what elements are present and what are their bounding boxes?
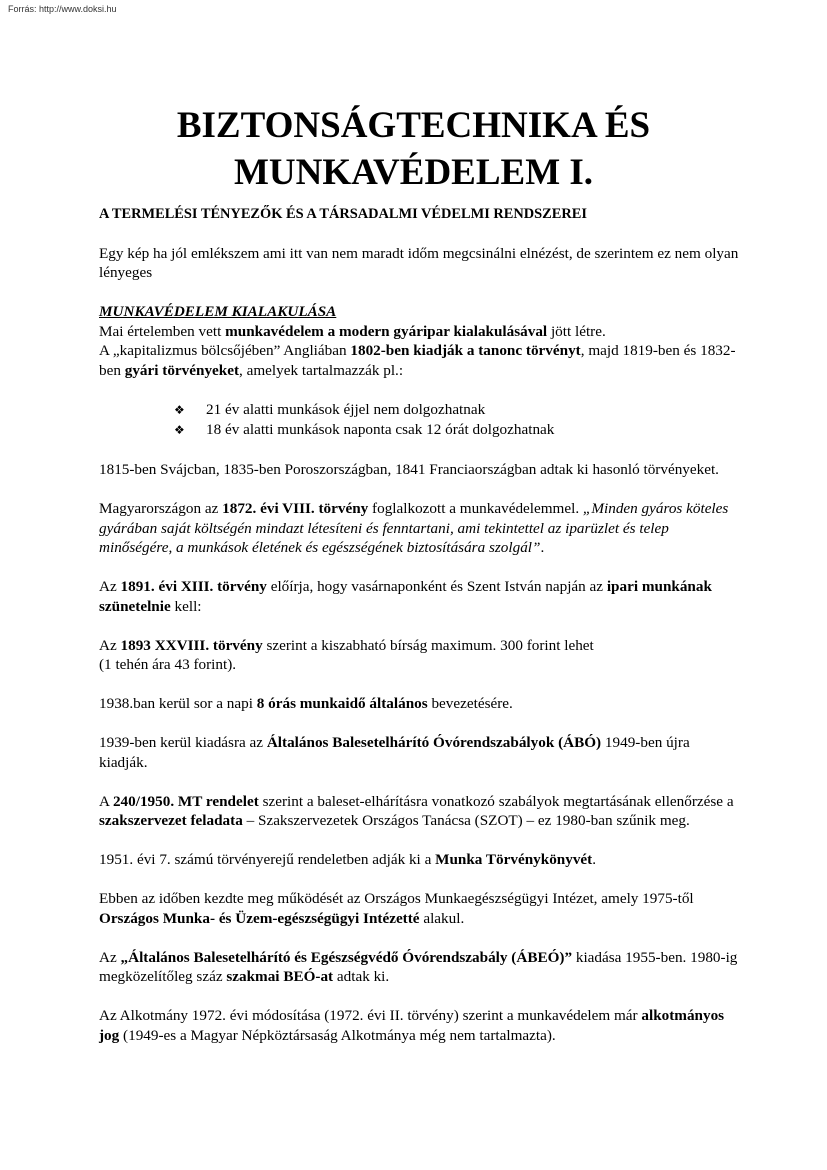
paragraph-3: 1815-ben Svájcban, 1835-ben Poroszországban, 1841 Franciaországban adtak ki hasonló törvényeket. xyxy=(99,461,719,478)
bullet-list xyxy=(99,400,739,441)
paragraph-11: Ebben az időben kezdte meg működését az Országos Munkaegészségügyi Intézet, amely 1975-től Országos Munka- és Üzem-egészségügyi Intézetté alakul. xyxy=(99,890,694,927)
paragraph-9: A 240/1950. MT rendelet szerint a baleset-elhárításra vonatkozó szabályok megtartásának ellenőrzése a szakszervezet feladata – Szakszervezetek Országos Tanácsa (SZOT) – ez 1980-ban szűnik meg. xyxy=(99,792,734,829)
paragraph-8: 1939-ben kerül kiadásra az Általános Balesetelhárító Óvórendszabályok (ÁBÓ) 1949-ben újra kiadják. xyxy=(99,734,690,771)
paragraph-1: Mai értelemben vett munkavédelem a modern gyáripar kialakulásával jött létre. xyxy=(99,322,606,340)
subtitle: A TERMELÉSI TÉNYEZŐK ÉS A TÁRSADALMI VÉDELMI RENDSZEREI xyxy=(99,206,587,222)
list-item: ❖ 18 év alatti munkások naponta csak 12 órát dolgozhatnak xyxy=(174,420,739,441)
paragraph-2: A „kapitalizmus bölcsőjében” Angliában 1802-ben kiadják a tanonc törvényt, majd 1819-ben és 1832-ben gyári törvényeket, amelyek tartalmazzák pl.: xyxy=(99,342,736,379)
paragraph-6: Az 1893 XXVIII. törvény szerint a kiszabható bírság maximum. 300 forint lehet (1 tehén ára 43 forint). xyxy=(99,636,594,673)
section-heading xyxy=(99,302,739,322)
paragraph-7: 1938.ban kerül sor a napi 8 órás munkaidő általános bevezetésére. xyxy=(99,695,513,712)
page-title xyxy=(60,102,767,196)
document-body xyxy=(99,205,739,1065)
diamond-bullet-icon: ❖ xyxy=(174,402,185,417)
section-heading-text: MUNKAVÉDELEM KIALAKULÁSA xyxy=(99,303,337,320)
paragraph-12: Az „Általános Balesetelhárító és Egészségvédő Óvórendszabály (ÁBEÓ)” kiadása 1955-ben. 1980-ig megközelítőleg száz szakmai BEÓ-at adtak ki. xyxy=(99,948,738,985)
paragraph-5: Az 1891. évi XIII. törvény előírja, hogy vasárnaponként és Szent István napján az ipari munkának szünetelnie kell: xyxy=(99,578,712,615)
title-line-1: BIZTONSÁGTECHNIKA ÉS xyxy=(176,105,651,146)
title-line-2: MUNKAVÉDELEM I. xyxy=(233,152,594,193)
intro-paragraph: Egy kép ha jól emlékszem ami itt van nem maradt időm megcsinálni elnézést, de szerintem ez nem olyan lényeges xyxy=(99,244,739,281)
diamond-bullet-icon: ❖ xyxy=(174,423,185,437)
list-item: ❖ 21 év alatti munkások éjjel nem dolgozhatnak xyxy=(174,400,739,421)
paragraph-10: 1951. évi 7. számú törvényerejű rendeletben adják ki a Munka Törvénykönyvét. xyxy=(99,851,597,868)
source-url: Forrás: http://www.doksi.hu xyxy=(8,4,117,14)
paragraph-4: Magyarországon az 1872. évi VIII. törvény foglalkozott a munkavédelemmel. „Minden gyáros köteles gyárában saját költségén mindazt létesíteni és fenntartani, ami tekintettel az iparüzlet és telep minőségére, a munkások életének és egészségének biztosítására szolgál”. xyxy=(99,500,729,556)
paragraph-13: Az Alkotmány 1972. évi módosítása (1972. évi II. törvény) szerint a munkavédelem már alkotmányos jog (1949-es a Magyar Népköztársaság Alkotmánya még nem tartalmazta). xyxy=(99,1007,725,1044)
